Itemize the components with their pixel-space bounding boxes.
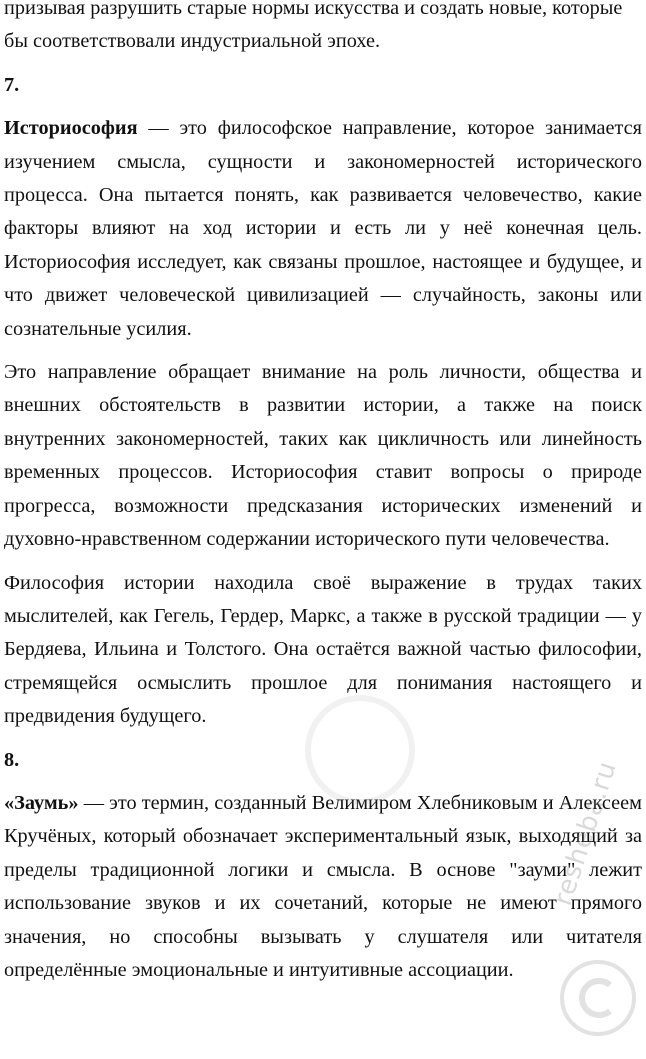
intro-line-1: призывая разрушить старые нормы искусства и создать новые, которые	[4, 0, 623, 19]
section-7-paragraph-1	[4, 112, 642, 346]
section-7-paragraph-3: Философия истории находила своё выражение в трудах таких мыслителей, как Гегель, Гердер, Маркс, а также в русской традиции — у Бердяева, Ильина и Толстого. Она остаётся важной частью философии, стремящейся осмыслить прошлое для понимания настоящего и предвидения будущего.	[4, 571, 642, 728]
document-page	[4, 0, 642, 987]
section-8-number: 8.	[4, 748, 20, 771]
term-zaum: «Заумь»	[4, 791, 79, 814]
section-7-paragraph-1-text: — это философское направление, которое занимается изучением смысла, сущности и закономерностей исторического процесса. Она пытается понять, как развивается человечество, какие факторы влияют на ход истории и есть ли у неё конечная цель. Историософия исследует, как связаны прошлое, настоящее и будущее, и что движет человеческой цивилизацией — случайность, законы или сознательные усилия.	[4, 117, 642, 340]
term-historiosophy: Историософия	[4, 117, 138, 140]
section-7-paragraph-2: Это направление обращает внимание на роль личности, общества и внешних обстоятельств в развитии истории, а также на поиск внутренних закономерностей, таких как цикличность или линейность временных процессов. Историософия ставит вопросы о природе прогресса, возможности предсказания исторических изменений и духовно-нравственном содержании исторического пути человечества.	[4, 361, 642, 551]
intro-line-2: бы соответствовали индустриальной эпохе.	[4, 30, 381, 53]
section-7-number: 7.	[4, 73, 20, 96]
watermark-text: resheba.ru	[548, 757, 623, 910]
section-8-paragraph-1	[4, 787, 642, 987]
section-8-paragraph-1-text: — это термин, созданный Велимиром Хлебниковым и Алексеем Кручёных, который обозначает экспериментальный язык, выходящий за пределы традиционной логики и смысла. В основе "зауми" лежит использование звуков и их сочетаний, которые не имеют прямого значения, но способны вызывать у слушателя или читателя определённые эмоциональные и интуитивные ассоциации.	[4, 791, 642, 981]
intro-paragraph	[4, 0, 642, 59]
